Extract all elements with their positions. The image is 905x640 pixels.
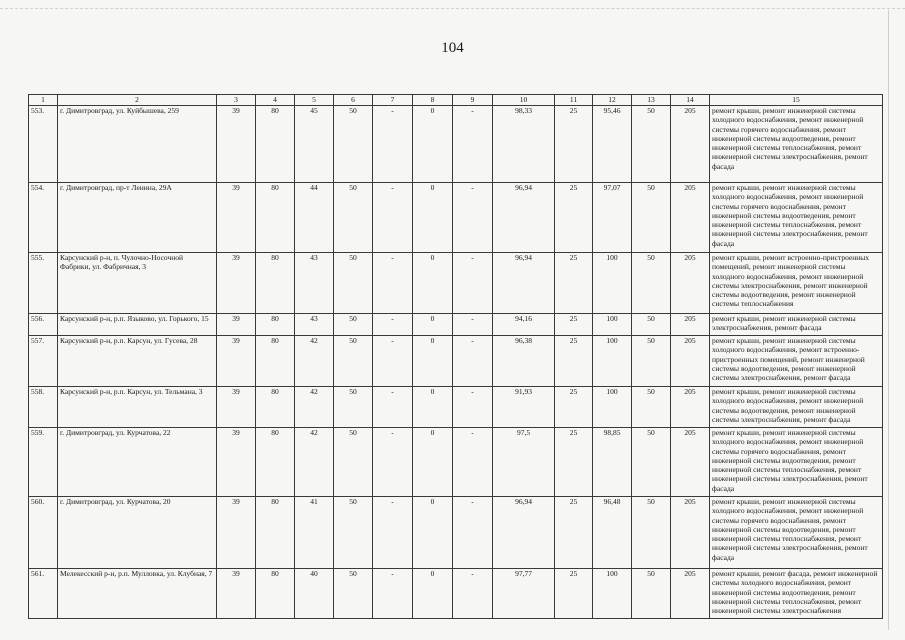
value-cell-col-11: 25 [555, 336, 593, 387]
row-number: 561. [29, 569, 58, 619]
works-cell: ремонт крыши, ремонт инженерной системы электроснабжения, ремонт фасада [710, 314, 883, 336]
column-header-15: 15 [710, 95, 883, 106]
works-cell: ремонт крыши, ремонт инженерной системы холодного водоснабжения, ремонт инженерной системы горячего водоснабжения, ремонт инженерной системы водоотведения, ремонт инженерной системы теплоснабжения, ремонт инженерной системы электроснабжения, ремонт фасада [710, 428, 883, 497]
value-cell-col-9: - [453, 387, 493, 428]
value-cell-col-14: 205 [671, 253, 710, 314]
value-cell-col-6: 50 [334, 253, 373, 314]
registry-table [28, 94, 883, 619]
value-cell-col-3: 39 [217, 569, 256, 619]
value-cell-col-10: 96,94 [493, 183, 555, 253]
value-cell-col-4: 80 [256, 497, 295, 569]
value-cell-col-14: 205 [671, 497, 710, 569]
value-cell-col-6: 50 [334, 387, 373, 428]
value-cell-col-7: - [373, 428, 413, 497]
value-cell-col-9: - [453, 314, 493, 336]
value-cell-col-4: 80 [256, 428, 295, 497]
table-row [29, 569, 883, 619]
value-cell-col-4: 80 [256, 336, 295, 387]
value-cell-col-11: 25 [555, 253, 593, 314]
value-cell-col-5: 45 [295, 106, 334, 183]
column-header-10: 10 [493, 95, 555, 106]
address-cell: Карсунский р-н, р.п. Карсун, ул. Тельмана, 3 [58, 387, 217, 428]
value-cell-col-12: 96,48 [593, 497, 632, 569]
value-cell-col-8: 0 [413, 106, 453, 183]
value-cell-col-5: 44 [295, 183, 334, 253]
value-cell-col-8: 0 [413, 314, 453, 336]
row-number: 555. [29, 253, 58, 314]
address-cell: г. Димитровград, ул. Курчатова, 20 [58, 497, 217, 569]
value-cell-col-6: 50 [334, 183, 373, 253]
value-cell-col-6: 50 [334, 569, 373, 619]
row-number: 559. [29, 428, 58, 497]
value-cell-col-13: 50 [632, 106, 671, 183]
column-header-3: 3 [217, 95, 256, 106]
works-cell: ремонт крыши, ремонт встроенно-пристроенных помещений, ремонт инженерной системы холодного водоснабжения, ремонт инженерной системы электроснабжения, ремонт инженерной системы водоотведения, ремонт инженерной системы теплоснабжения [710, 253, 883, 314]
row-number: 560. [29, 497, 58, 569]
works-cell: ремонт крыши, ремонт инженерной системы холодного водоснабжения, ремонт встроенно-пристроенных помещений, ремонт инженерной системы водоотведения, ремонт инженерной системы электроснабжения, ремонт фасада [710, 336, 883, 387]
value-cell-col-7: - [373, 253, 413, 314]
value-cell-col-8: 0 [413, 336, 453, 387]
works-cell: ремонт крыши, ремонт фасада, ремонт инженерной системы холодного водоснабжения, ремонт инженерной системы водоотведения, ремонт инженерной системы теплоснабжения, ремонт инженерной системы электроснабжения [710, 569, 883, 619]
column-header-6: 6 [334, 95, 373, 106]
value-cell-col-11: 25 [555, 497, 593, 569]
value-cell-col-11: 25 [555, 428, 593, 497]
address-cell: Карсунский р-н, р.п. Карсун, ул. Гусева, 28 [58, 336, 217, 387]
value-cell-col-7: - [373, 106, 413, 183]
value-cell-col-13: 50 [632, 497, 671, 569]
column-header-7: 7 [373, 95, 413, 106]
value-cell-col-9: - [453, 106, 493, 183]
table-row [29, 428, 883, 497]
value-cell-col-4: 80 [256, 314, 295, 336]
value-cell-col-7: - [373, 314, 413, 336]
value-cell-col-3: 39 [217, 387, 256, 428]
value-cell-col-14: 205 [671, 314, 710, 336]
column-header-1: 1 [29, 95, 58, 106]
value-cell-col-14: 205 [671, 428, 710, 497]
value-cell-col-6: 50 [334, 314, 373, 336]
value-cell-col-7: - [373, 183, 413, 253]
value-cell-col-12: 100 [593, 569, 632, 619]
value-cell-col-14: 205 [671, 387, 710, 428]
value-cell-col-14: 205 [671, 569, 710, 619]
value-cell-col-11: 25 [555, 387, 593, 428]
value-cell-col-11: 25 [555, 569, 593, 619]
value-cell-col-5: 40 [295, 569, 334, 619]
value-cell-col-11: 25 [555, 106, 593, 183]
value-cell-col-5: 43 [295, 253, 334, 314]
works-cell: ремонт крыши, ремонт инженерной системы холодного водоснабжения, ремонт инженерной системы горячего водоснабжения, ремонт инженерной системы водоотведения, ремонт инженерной системы теплоснабжения, ремонт инженерной системы электроснабжения, ремонт фасада [710, 183, 883, 253]
value-cell-col-6: 50 [334, 336, 373, 387]
value-cell-col-6: 50 [334, 497, 373, 569]
value-cell-col-4: 80 [256, 106, 295, 183]
value-cell-col-9: - [453, 183, 493, 253]
value-cell-col-13: 50 [632, 253, 671, 314]
value-cell-col-10: 96,38 [493, 336, 555, 387]
value-cell-col-5: 42 [295, 387, 334, 428]
value-cell-col-11: 25 [555, 183, 593, 253]
value-cell-col-12: 100 [593, 253, 632, 314]
value-cell-col-10: 91,93 [493, 387, 555, 428]
row-number: 556. [29, 314, 58, 336]
value-cell-col-4: 80 [256, 253, 295, 314]
value-cell-col-11: 25 [555, 314, 593, 336]
value-cell-col-8: 0 [413, 428, 453, 497]
value-cell-col-13: 50 [632, 314, 671, 336]
value-cell-col-5: 43 [295, 314, 334, 336]
value-cell-col-3: 39 [217, 336, 256, 387]
value-cell-col-9: - [453, 253, 493, 314]
address-cell: г. Димитровград, ул. Куйбышева, 259 [58, 106, 217, 183]
value-cell-col-12: 100 [593, 336, 632, 387]
table-header-row [29, 95, 883, 106]
table-row [29, 497, 883, 569]
table-row [29, 336, 883, 387]
row-number: 553. [29, 106, 58, 183]
column-header-8: 8 [413, 95, 453, 106]
table-row [29, 106, 883, 183]
value-cell-col-9: - [453, 497, 493, 569]
column-header-4: 4 [256, 95, 295, 106]
value-cell-col-6: 50 [334, 428, 373, 497]
value-cell-col-3: 39 [217, 183, 256, 253]
table-row [29, 183, 883, 253]
value-cell-col-8: 0 [413, 253, 453, 314]
table-body [29, 106, 883, 619]
value-cell-col-4: 80 [256, 569, 295, 619]
value-cell-col-3: 39 [217, 497, 256, 569]
value-cell-col-10: 96,94 [493, 253, 555, 314]
value-cell-col-6: 50 [334, 106, 373, 183]
value-cell-col-5: 42 [295, 428, 334, 497]
column-header-12: 12 [593, 95, 632, 106]
scan-edge-top [0, 8, 905, 9]
column-header-5: 5 [295, 95, 334, 106]
value-cell-col-9: - [453, 428, 493, 497]
value-cell-col-4: 80 [256, 387, 295, 428]
value-cell-col-12: 100 [593, 387, 632, 428]
value-cell-col-3: 39 [217, 253, 256, 314]
value-cell-col-13: 50 [632, 428, 671, 497]
value-cell-col-10: 94,16 [493, 314, 555, 336]
value-cell-col-13: 50 [632, 336, 671, 387]
value-cell-col-7: - [373, 387, 413, 428]
works-cell: ремонт крыши, ремонт инженерной системы холодного водоснабжения, ремонт инженерной системы водоотведения, ремонт инженерной системы электроснабжения, ремонт фасада [710, 387, 883, 428]
value-cell-col-3: 39 [217, 428, 256, 497]
value-cell-col-10: 98,33 [493, 106, 555, 183]
value-cell-col-13: 50 [632, 387, 671, 428]
works-cell: ремонт крыши, ремонт инженерной системы холодного водоснабжения, ремонт инженерной системы горячего водоснабжения, ремонт инженерной системы водоотведения, ремонт инженерной системы теплоснабжения, ремонт инженерной системы электроснабжения, ремонт фасада [710, 497, 883, 569]
table-row [29, 253, 883, 314]
address-cell: Карсунский р-н, п. Чулочно-Носочной Фабрики, ул. Фабричная, 3 [58, 253, 217, 314]
row-number: 557. [29, 336, 58, 387]
value-cell-col-7: - [373, 569, 413, 619]
value-cell-col-7: - [373, 497, 413, 569]
value-cell-col-10: 97,5 [493, 428, 555, 497]
value-cell-col-8: 0 [413, 497, 453, 569]
value-cell-col-12: 97,07 [593, 183, 632, 253]
page-number: 104 [441, 40, 464, 56]
value-cell-col-14: 205 [671, 336, 710, 387]
value-cell-col-5: 42 [295, 336, 334, 387]
value-cell-col-14: 205 [671, 106, 710, 183]
value-cell-col-9: - [453, 569, 493, 619]
table-row [29, 387, 883, 428]
value-cell-col-12: 98,85 [593, 428, 632, 497]
value-cell-col-9: - [453, 336, 493, 387]
address-cell: Мелекесский р-н, р.п. Мулловка, ул. Клубная, 7 [58, 569, 217, 619]
value-cell-col-3: 39 [217, 314, 256, 336]
address-cell: Карсунский р-н, р.п. Языково, ул. Горького, 15 [58, 314, 217, 336]
column-header-9: 9 [453, 95, 493, 106]
row-number: 554. [29, 183, 58, 253]
column-header-2: 2 [58, 95, 217, 106]
value-cell-col-10: 97,77 [493, 569, 555, 619]
works-cell: ремонт крыши, ремонт инженерной системы холодного водоснабжения, ремонт инженерной системы горячего водоснабжения, ремонт инженерной системы водоотведения, ремонт инженерной системы теплоснабжения, ремонт инженерной системы электроснабжения, ремонт фасада [710, 106, 883, 183]
value-cell-col-7: - [373, 336, 413, 387]
value-cell-col-13: 50 [632, 183, 671, 253]
value-cell-col-4: 80 [256, 183, 295, 253]
value-cell-col-8: 0 [413, 183, 453, 253]
column-header-11: 11 [555, 95, 593, 106]
column-header-14: 14 [671, 95, 710, 106]
value-cell-col-14: 205 [671, 183, 710, 253]
scan-edge-right [888, 10, 889, 630]
value-cell-col-12: 100 [593, 314, 632, 336]
table-row [29, 314, 883, 336]
value-cell-col-5: 41 [295, 497, 334, 569]
value-cell-col-12: 95,46 [593, 106, 632, 183]
address-cell: г. Димитровград, ул. Курчатова, 22 [58, 428, 217, 497]
column-header-13: 13 [632, 95, 671, 106]
value-cell-col-8: 0 [413, 569, 453, 619]
row-number: 558. [29, 387, 58, 428]
value-cell-col-8: 0 [413, 387, 453, 428]
value-cell-col-13: 50 [632, 569, 671, 619]
value-cell-col-3: 39 [217, 106, 256, 183]
address-cell: г. Димитровград, пр-т Ленина, 29А [58, 183, 217, 253]
value-cell-col-10: 96,94 [493, 497, 555, 569]
